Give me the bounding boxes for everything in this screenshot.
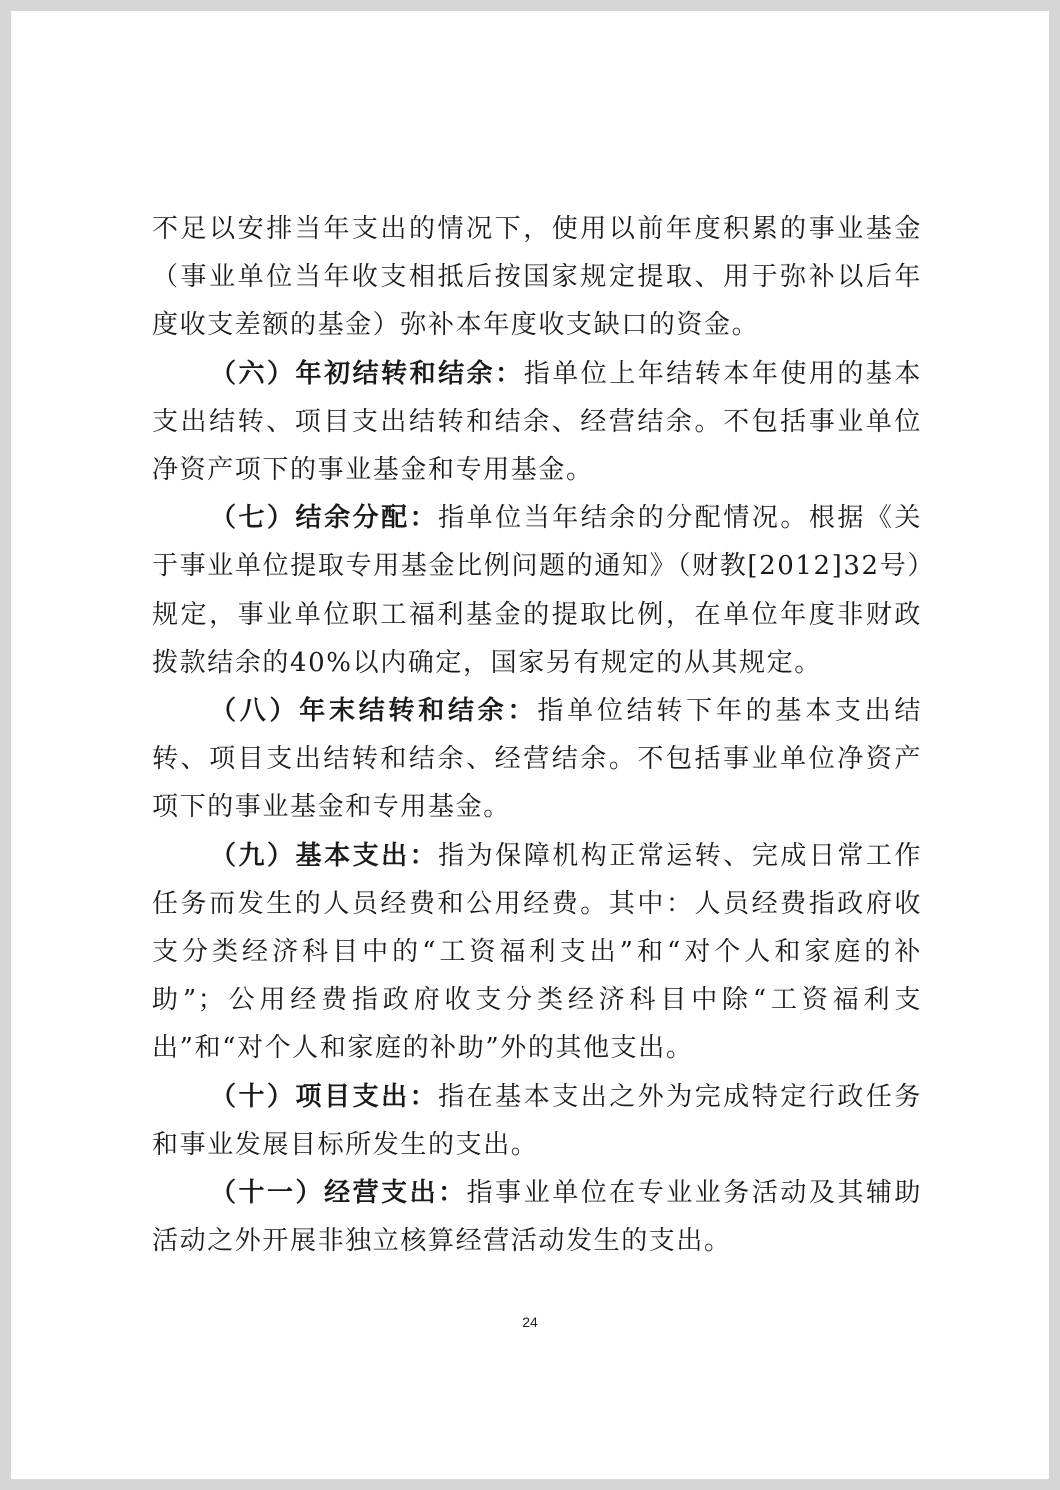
page-number: 24 xyxy=(522,1314,538,1330)
section-term: （八）年末结转和结余： xyxy=(210,696,538,727)
section-body: 指单位上年结转本年使用的基本支出结转、项目支出结转和结余、经营结余。不包括事业单位净资产项下的事业基金和专用基金。 xyxy=(152,358,922,486)
section-term: （十）项目支出： xyxy=(210,1081,439,1112)
section-paragraph xyxy=(152,687,922,832)
continuation-paragraph: 不足以安排当年支出的情况下，使用以前年度积累的事业基金（事业单位当年收支相抵后按国家规定提取、用于弥补以后年度收支差额的基金）弥补本年度收支缺口的资金。 xyxy=(152,214,922,341)
section-body: 指为保障机构正常运转、完成日常工作任务而发生的人员经费和公用经费。其中：人员经费指政府收支分类经济科目中的“工资福利支出”和“对个人和家庭的补助”；公用经费指政府收支分类经济科目中除“工资福利支出”和“对个人和家庭的补助”外的其他支出。 xyxy=(152,840,922,1064)
section-term: （六）年初结转和结余： xyxy=(210,358,524,389)
section-paragraph xyxy=(152,1169,922,1265)
section-term: （七）结余分配： xyxy=(210,503,439,534)
section-term: （十一）经营支出： xyxy=(210,1178,467,1209)
section-body: 指在基本支出之外为完成特定行政任务和事业发展目标所发生的支出。 xyxy=(152,1081,922,1160)
section-paragraph xyxy=(152,350,922,495)
section-body: 指单位结转下年的基本支出结转、项目支出结转和结余、经营结余。不包括事业单位净资产项下的事业基金和专用基金。 xyxy=(152,696,922,823)
section-paragraph xyxy=(152,1073,922,1169)
section-body: 指单位当年结余的分配情况。根据《关于事业单位提取专用基金比例问题的通知》（财教[2012]32号）规定，事业单位职工福利基金的提取比例，在单位年度非财政拨款结余的40%以内确定，国家另有规定的从其规定。 xyxy=(152,503,922,678)
document-body xyxy=(152,205,922,1265)
section-body: 指事业单位在专业业务活动及其辅助活动之外开展非独立核算经营活动发生的支出。 xyxy=(152,1178,922,1257)
section-term: （九）基本支出： xyxy=(210,840,439,871)
section-paragraph xyxy=(152,832,922,1073)
section-paragraph xyxy=(152,494,922,687)
document-page xyxy=(11,11,1049,1479)
